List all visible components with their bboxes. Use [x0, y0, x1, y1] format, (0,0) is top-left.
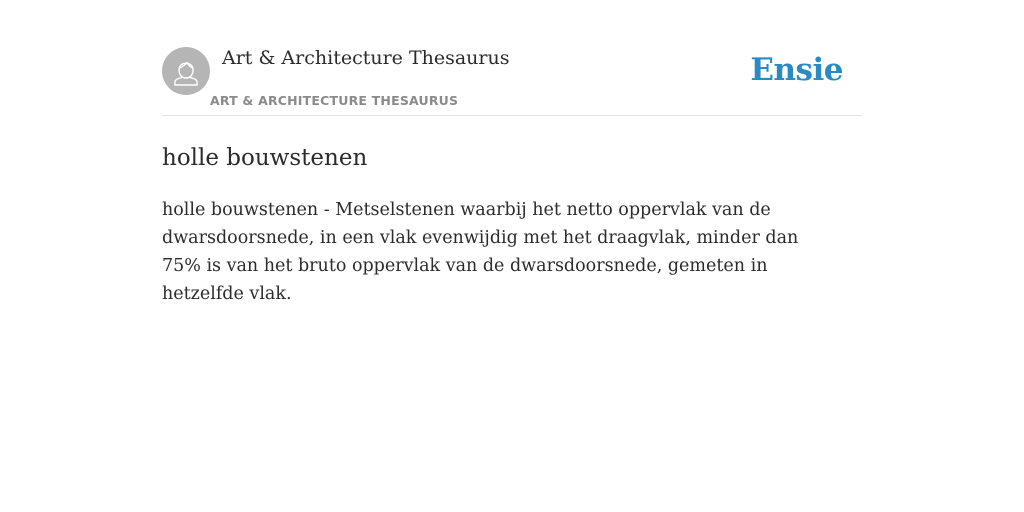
- content-container: [162, 0, 862, 308]
- entry-definition: holle bouwstenen - Metselstenen waarbij het netto oppervlak van de dwarsdoorsnede, in een vlak evenwijdig met het draagvlak, minder dan 75% is van het bruto oppervlak van de dwarsdoorsnede, gemeten in hetzelfde vlak.: [162, 200, 799, 304]
- ensie-logo[interactable]: Ensie: [750, 52, 843, 88]
- header: [162, 0, 862, 116]
- entry-title: holle bouwstenen: [162, 145, 368, 171]
- author-name[interactable]: Art & Architecture Thesaurus: [222, 47, 510, 69]
- author-subtitle[interactable]: ART & ARCHITECTURE THESAURUS: [210, 93, 459, 108]
- avatar[interactable]: [162, 47, 210, 95]
- user-icon: [162, 47, 210, 95]
